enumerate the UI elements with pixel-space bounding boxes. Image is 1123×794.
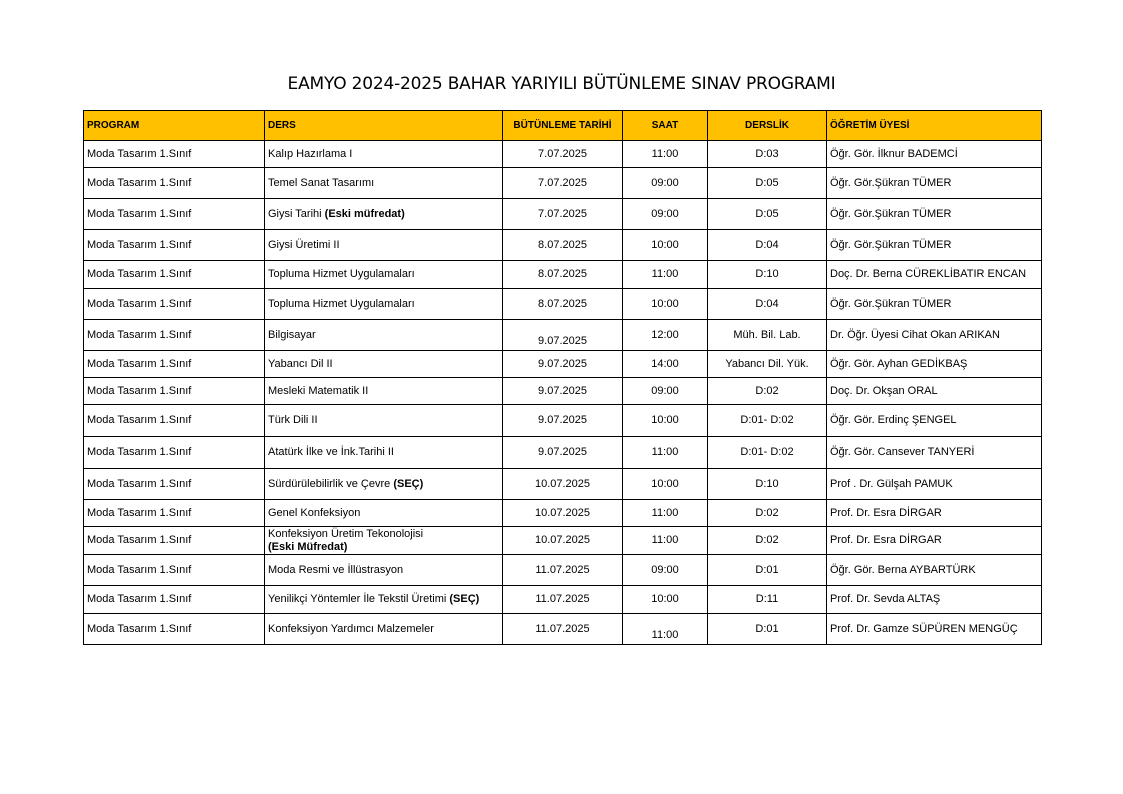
cell-ogretim: Öğr. Gör. Cansever TANYERİ [827,437,1042,469]
cell-ders [265,405,503,437]
course-name: Yenilikçi Yöntemler İle Tekstil Üretimi [268,593,450,605]
cell-program: Moda Tasarım 1.Sınıf [84,527,265,555]
course-name: Türk Dili II [268,414,318,426]
cell-ders [265,437,503,469]
cell-saat: 10:00 [623,289,708,320]
table-row [84,168,1042,199]
cell-ogretim: Öğr. Gör. Berna AYBARTÜRK [827,555,1042,586]
cell-ogretim: Öğr. Gör.Şükran TÜMER [827,168,1042,199]
cell-ogretim: Prof . Dr. Gülşah PAMUK [827,469,1042,500]
cell-tarih: 10.07.2025 [503,469,623,500]
table-row [84,261,1042,289]
table-row [84,555,1042,586]
cell-saat: 12:00 [623,320,708,351]
course-name: Atatürk İlke ve İnk.Tarihi II [268,446,394,458]
cell-ders [265,555,503,586]
cell-ders [265,614,503,645]
cell-ogretim: Prof. Dr. Sevda ALTAŞ [827,586,1042,614]
course-name: Yabancı Dil II [268,357,333,370]
table-row [84,527,1042,555]
cell-program: Moda Tasarım 1.Sınıf [84,289,265,320]
table-row [84,289,1042,320]
cell-saat: 10:00 [623,230,708,261]
table-row [84,230,1042,261]
table-row [84,320,1042,351]
cell-ders [265,378,503,405]
cell-tarih: 9.07.2025 [503,405,623,437]
cell-derslik: D:04 [708,230,827,261]
cell-saat: 11:00 [623,527,708,555]
cell-saat: 11:00 [623,261,708,289]
cell-saat: 09:00 [623,199,708,230]
course-name: Topluma Hizmet Uygulamaları [268,297,415,310]
course-note: (SEÇ) [393,477,424,490]
cell-ogretim: Öğr. Gör.Şükran TÜMER [827,199,1042,230]
header-ders: DERS [265,111,503,141]
cell-derslik: D:05 [708,168,827,199]
cell-ders [265,168,503,199]
cell-saat: 10:00 [623,405,708,437]
header-program: PROGRAM [84,111,265,141]
cell-ogretim: Doç. Dr. Berna CÜREKLİBATIR ENCAN [827,261,1042,289]
cell-ders [265,230,503,261]
cell-tarih: 8.07.2025 [503,289,623,320]
cell-derslik: D:02 [708,527,827,555]
cell-program: Moda Tasarım 1.Sınıf [84,261,265,289]
cell-tarih: 9.07.2025 [503,351,623,378]
exam-schedule-table [83,110,1042,645]
cell-saat: 09:00 [623,555,708,586]
cell-derslik: D:02 [708,500,827,527]
cell-ders [265,261,503,289]
cell-saat: 11:00 [623,614,708,645]
course-name: Konfeksiyon Yardımcı Malzemeler [268,622,434,635]
table-row [84,614,1042,645]
course-name: Giysi Üretimi II [268,238,340,251]
course-name: Kalıp Hazırlama I [268,147,353,160]
cell-program: Moda Tasarım 1.Sınıf [84,405,265,437]
cell-ogretim: Doç. Dr. Okşan ORAL [827,378,1042,405]
cell-saat: 11:00 [623,500,708,527]
table-row [84,437,1042,469]
cell-program: Moda Tasarım 1.Sınıf [84,168,265,199]
cell-saat: 10:00 [623,469,708,500]
cell-saat: 09:00 [623,378,708,405]
cell-derslik: D:05 [708,199,827,230]
course-name: Topluma Hizmet Uygulamaları [268,268,415,280]
table-row [84,500,1042,527]
cell-ogretim: Öğr. Gör.Şükran TÜMER [827,230,1042,261]
course-note: (SEÇ) [449,593,480,605]
cell-saat: 09:00 [623,168,708,199]
cell-tarih: 11.07.2025 [503,586,623,614]
cell-tarih: 7.07.2025 [503,199,623,230]
course-name: Genel Konfeksiyon [268,506,361,519]
cell-tarih: 9.07.2025 [503,378,623,405]
cell-ders [265,527,503,555]
course-note: (Eski müfredat) [324,207,405,220]
cell-tarih: 11.07.2025 [503,555,623,586]
cell-saat: 10:00 [623,586,708,614]
cell-derslik: D:01 [708,555,827,586]
cell-program: Moda Tasarım 1.Sınıf [84,351,265,378]
cell-ders [265,586,503,614]
course-name: Giysi Tarihi [268,207,325,220]
cell-ders [265,289,503,320]
cell-ders [265,469,503,500]
page-title: EAMYO 2024-2025 BAHAR YARIYILI BÜTÜNLEME SINAV PROGRAMI [287,74,836,94]
cell-derslik: Müh. Bil. Lab. [708,320,827,351]
cell-ders [265,199,503,230]
table-row [84,405,1042,437]
cell-ders [265,141,503,168]
cell-tarih: 9.07.2025 [503,320,623,351]
cell-program: Moda Tasarım 1.Sınıf [84,320,265,351]
cell-tarih: 8.07.2025 [503,230,623,261]
cell-ogretim: Prof. Dr. Gamze SÜPÜREN MENGÜÇ [827,614,1042,645]
cell-tarih: 7.07.2025 [503,141,623,168]
cell-ogretim: Öğr. Gör. İlknur BADEMCİ [827,141,1042,168]
table-row [84,378,1042,405]
cell-program: Moda Tasarım 1.Sınıf [84,230,265,261]
header-saat: SAAT [623,111,708,141]
cell-tarih: 7.07.2025 [503,168,623,199]
cell-derslik: Yabancı Dil. Yük. [708,351,827,378]
cell-ders [265,500,503,527]
cell-tarih: 8.07.2025 [503,261,623,289]
table-row [84,351,1042,378]
cell-program: Moda Tasarım 1.Sınıf [84,378,265,405]
table-row [84,469,1042,500]
cell-derslik: D:10 [708,261,827,289]
table-row [84,199,1042,230]
cell-derslik: D:01- D:02 [708,405,827,437]
cell-derslik: D:01- D:02 [708,437,827,469]
header-derslik: DERSLİK [708,111,827,141]
header-ogretim: ÖĞRETİM ÜYESİ [827,111,1042,141]
header-tarih: BÜTÜNLEME TARİHİ [503,111,623,141]
cell-derslik: D:01 [708,614,827,645]
cell-tarih: 10.07.2025 [503,527,623,555]
cell-ders [265,351,503,378]
cell-saat: 14:00 [623,351,708,378]
cell-saat: 11:00 [623,141,708,168]
cell-ogretim: Prof. Dr. Esra DİRGAR [827,500,1042,527]
cell-ogretim: Öğr. Gör. Erdinç ŞENGEL [827,405,1042,437]
course-name: Sürdürülebilirlik ve Çevre [268,477,394,490]
cell-program: Moda Tasarım 1.Sınıf [84,141,265,168]
cell-program: Moda Tasarım 1.Sınıf [84,614,265,645]
course-name: Mesleki Matematik II [268,384,369,397]
cell-ders [265,320,503,351]
cell-tarih: 10.07.2025 [503,500,623,527]
cell-ogretim: Dr. Öğr. Üyesi Cihat Okan ARIKAN [827,320,1042,351]
cell-derslik: D:03 [708,141,827,168]
cell-saat: 11:00 [623,437,708,469]
cell-program: Moda Tasarım 1.Sınıf [84,437,265,469]
header-row [84,111,1042,141]
cell-derslik: D:10 [708,469,827,500]
cell-derslik: D:02 [708,378,827,405]
cell-derslik: D:11 [708,586,827,614]
cell-ogretim: Prof. Dr. Esra DİRGAR [827,527,1042,555]
cell-ogretim: Öğr. Gör.Şükran TÜMER [827,289,1042,320]
cell-derslik: D:04 [708,289,827,320]
table-row [84,586,1042,614]
course-name: Temel Sanat Tasarımı [268,176,375,189]
course-note: (Eski Müfredat) [268,540,348,553]
cell-program: Moda Tasarım 1.Sınıf [84,199,265,230]
cell-ogretim: Öğr. Gör. Ayhan GEDİKBAŞ [827,351,1042,378]
cell-tarih: 11.07.2025 [503,614,623,645]
course-name: Bilgisayar [268,328,316,341]
cell-program: Moda Tasarım 1.Sınıf [84,555,265,586]
cell-tarih: 9.07.2025 [503,437,623,469]
cell-program: Moda Tasarım 1.Sınıf [84,500,265,527]
table-row [84,141,1042,168]
course-name: Moda Resmi ve İllüstrasyon [268,563,404,576]
course-name: Konfeksiyon Üretim Tekonolojisi [268,527,424,540]
cell-program: Moda Tasarım 1.Sınıf [84,586,265,614]
cell-program: Moda Tasarım 1.Sınıf [84,469,265,500]
